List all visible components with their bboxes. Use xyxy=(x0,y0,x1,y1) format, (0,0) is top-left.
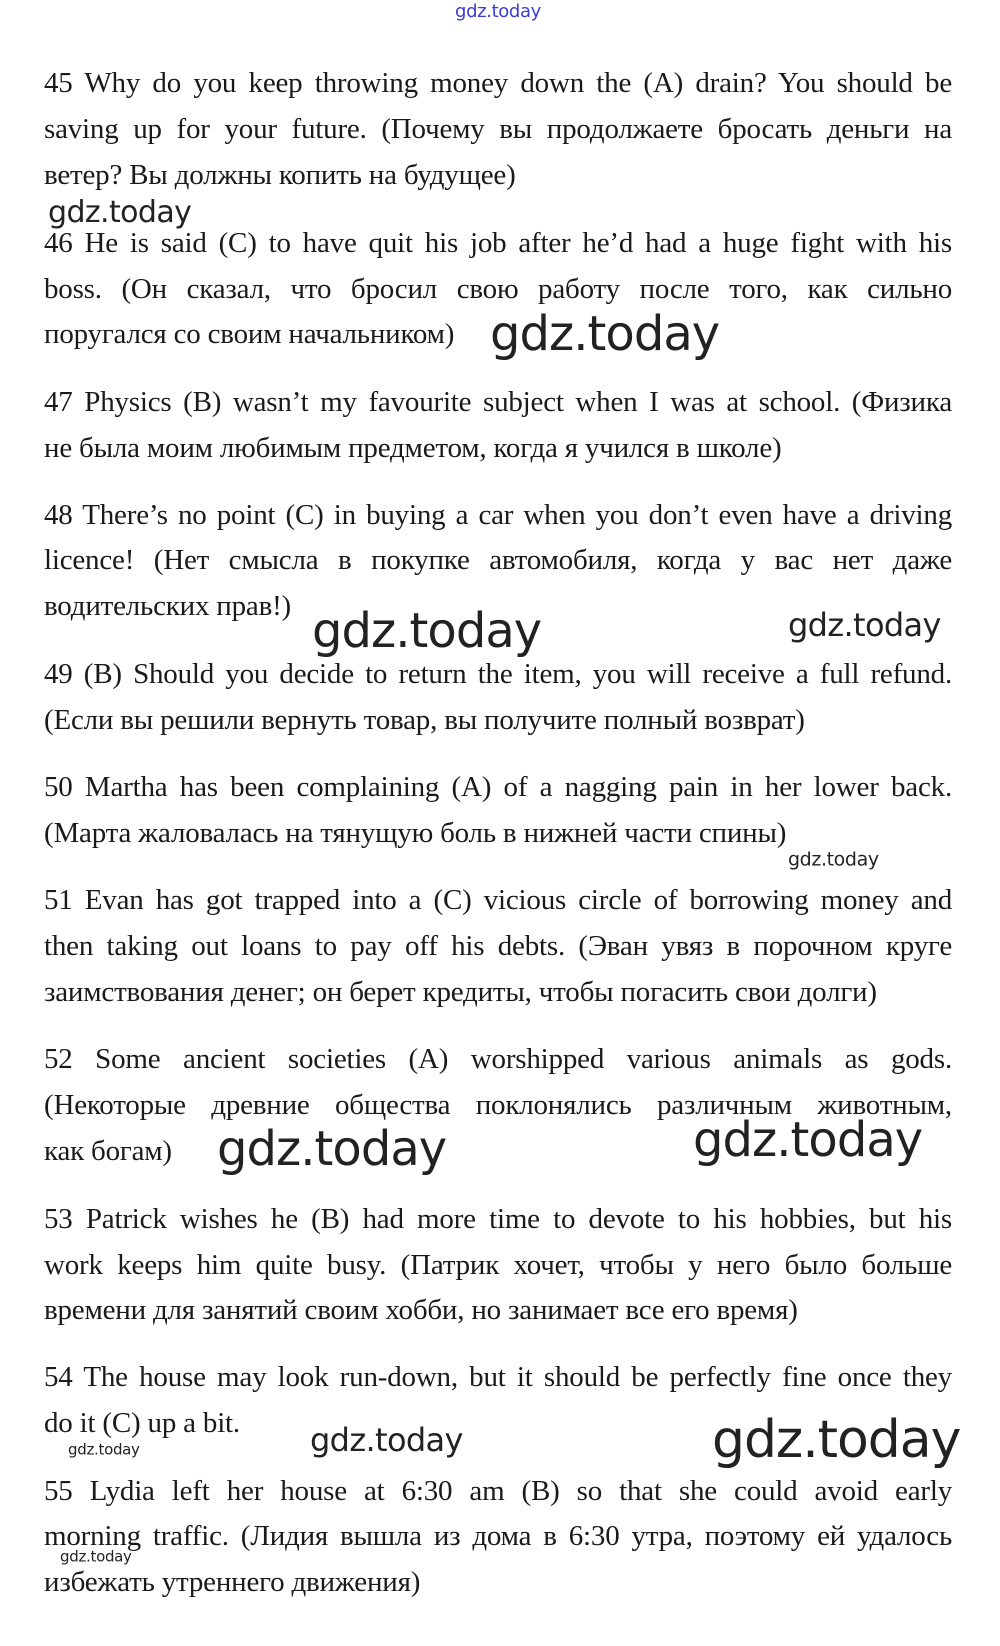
paragraph-line: work keeps him quite busy. (Патрик хочет, чтобы у него было больше xyxy=(44,1249,952,1281)
watermark: gdz.today xyxy=(60,1547,132,1566)
watermark: gdz.today xyxy=(490,306,720,362)
paragraph-line: 52 Some ancient societies (A) worshipped various animals as gods. xyxy=(44,1043,952,1075)
paragraph-line: 55 Lydia left her house at 6:30 am (B) so that she could avoid early xyxy=(44,1475,952,1507)
paragraph-line: 50 Martha has been complaining (A) of a nagging pain in her lower back. xyxy=(44,771,952,803)
paragraph-line: 47 Physics (B) wasn’t my favourite subject when I was at school. (Физика xyxy=(44,386,952,418)
paragraph-line: saving up for your future. (Почему вы продолжаете бросать деньги на xyxy=(44,113,952,145)
watermark: gdz.today xyxy=(788,848,879,871)
watermark: gdz.today xyxy=(788,606,941,644)
paragraph-line: заимствования денег; он берет кредиты, чтобы погасить свои долги) xyxy=(44,976,877,1008)
paragraph-line: 49 (B) Should you decide to return the item, you will receive a full refund. xyxy=(44,658,952,690)
paragraph-line: времени для занятий своим хобби, но занимает все его время) xyxy=(44,1294,798,1326)
paragraph-line: (Некоторые древние общества поклонялись различным животным, xyxy=(44,1089,952,1121)
watermark: gdz.today xyxy=(310,1421,463,1459)
paragraph-line: 45 Why do you keep throwing money down the (A) drain? You should be xyxy=(44,67,952,99)
paragraph-line: 51 Evan has got trapped into a (C) vicious circle of borrowing money and xyxy=(44,884,952,916)
paragraph-line: 48 There’s no point (C) in buying a car when you don’t even have a driving xyxy=(44,499,952,531)
paragraph-line: morning traffic. (Лидия вышла из дома в 6:30 утра, поэтому ей удалось xyxy=(44,1520,952,1552)
watermark: gdz.today xyxy=(68,1440,140,1459)
watermark: gdz.today xyxy=(693,1112,923,1168)
watermark: gdz.today xyxy=(712,1410,961,1470)
paragraph-line: licence! (Нет смысла в покупке автомобиля, когда у вас нет даже xyxy=(44,544,952,576)
paragraph-line: (Если вы решили вернуть товар, вы получите полный возврат) xyxy=(44,704,805,736)
paragraph-line: водительских прав!) xyxy=(44,590,292,622)
paragraph-line: (Марта жаловалась на тянущую боль в нижней части спины) xyxy=(44,817,787,849)
paragraph-line: избежать утреннего движения) xyxy=(44,1566,421,1598)
paragraph-line: как богам) xyxy=(44,1135,172,1167)
header-watermark: gdz.today xyxy=(455,1,541,22)
paragraph-line: 53 Patrick wishes he (B) had more time to devote to his hobbies, but his xyxy=(44,1203,952,1235)
paragraph-line: не была моим любимым предметом, когда я учился в школе) xyxy=(44,432,782,464)
watermark: gdz.today xyxy=(217,1121,447,1177)
paragraph-line: 46 He is said (C) to have quit his job after he’d had a huge fight with his xyxy=(44,227,952,259)
watermark: gdz.today xyxy=(312,603,542,659)
watermark: gdz.today xyxy=(48,195,192,230)
paragraph-line: do it (C) up a bit. xyxy=(44,1407,240,1439)
paragraph-line: поругался со своим начальником) xyxy=(44,318,455,350)
paragraph-line: boss. (Он сказал, что бросил свою работу после того, как сильно xyxy=(44,273,952,305)
paragraph-line: ветер? Вы должны копить на будущее) xyxy=(44,159,516,191)
paragraph-line: 54 The house may look run-down, but it should be perfectly fine once they xyxy=(44,1361,952,1393)
paragraph-line: then taking out loans to pay off his debts. (Эван увяз в порочном круге xyxy=(44,930,952,962)
